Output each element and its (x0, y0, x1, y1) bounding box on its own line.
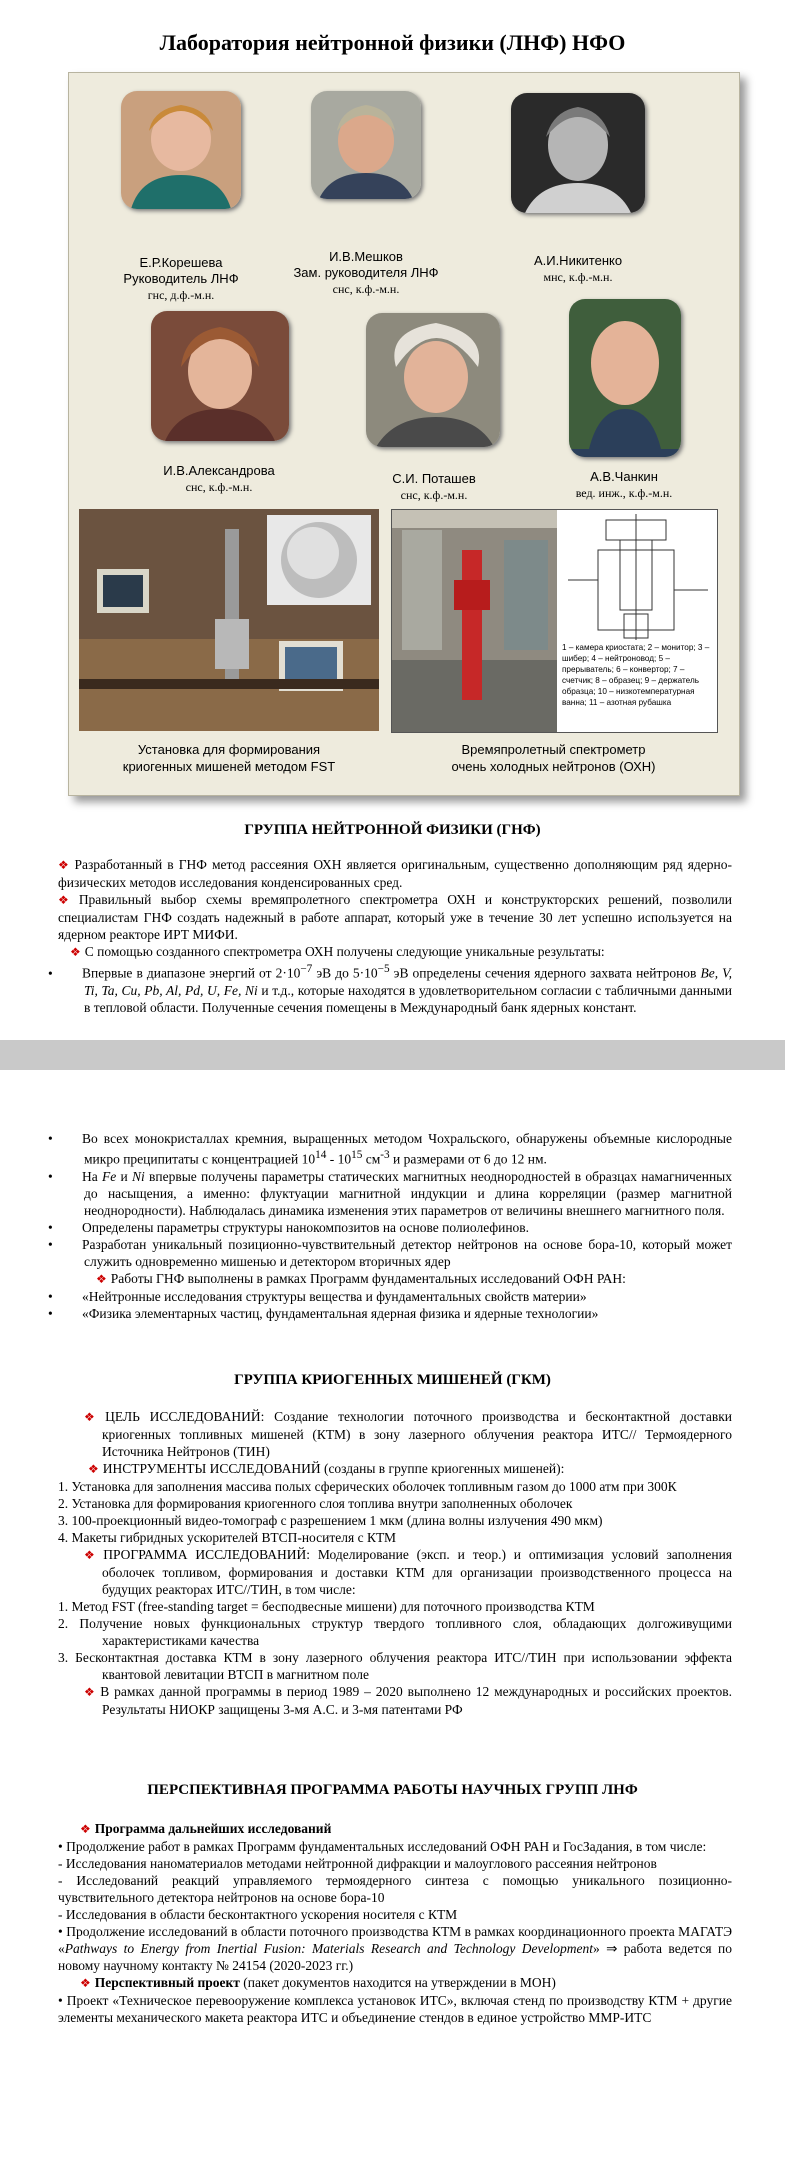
program-item: 2. Получение новых функциональных структур твердого топливного слоя, обладающих долгоживущими характеристиками качества (58, 1616, 732, 1648)
subheading: Перспективный проект (94, 1975, 240, 1990)
lab-equipment-icon (79, 509, 379, 731)
section-perspective-body (58, 1820, 732, 2026)
person-role: Зам. руководителя ЛНФ (293, 265, 439, 280)
photo-fst-setup (79, 509, 379, 731)
section-gnf-continued (48, 1130, 732, 1322)
text-span: эВ определены сечения ядерного захвата нейтронов (389, 965, 697, 981)
portrait-icon (366, 313, 500, 447)
spectrometer-diagram (558, 510, 717, 732)
text-span: «Нейтронные исследования структуры вещества и фундаментальных свойств материи» (82, 1288, 587, 1304)
text-span: ПРОГРАММА ИССЛЕДОВАНИЙ: Моделирование (эксп. и теор.) и оптимизация условий заполнения оболочек топливом, формирования и доставки КТМ для организации производственного процесса на будущих реакторах ИТС//ТИН, в том числе: (102, 1547, 732, 1597)
bullet-icon: • (58, 1839, 67, 1854)
photo-chankin (569, 299, 681, 457)
text-span: Определены параметры структуры нанокомпозитов на основе полиолефинов. (82, 1219, 530, 1235)
text-span: см (362, 1151, 381, 1167)
text-span: Проект «Техническое перевооружение комплекса установок ИТС», включая стенд по производству КТМ + другие элементы механического макета реактора ИТС и объединение стендов в единое устройство ММР-ИТС (58, 1993, 732, 2025)
text-span: Продолжение работ в рамках Программ фундаментальных исследований ОФН РАН и ГосЗадания, в том числе: (66, 1839, 707, 1854)
diamond-bullet-icon: ❖ (88, 1462, 99, 1476)
superscript: 14 (315, 1149, 327, 1161)
bullet-icon: • (58, 1924, 67, 1939)
diamond-bullet-icon: ❖ (84, 1548, 100, 1562)
photo-nikitenko (511, 93, 645, 213)
caption-aleksandrova (134, 463, 304, 495)
bullet-icon: • (58, 1993, 67, 2008)
text-span: и (116, 1168, 132, 1184)
subheading: Программа дальнейших исследований (94, 1821, 332, 1836)
portrait-icon (151, 311, 289, 441)
diagram-legend: 1 – камера криостата; 2 – монитор; 3 – шибер; 4 – нейтроновод; 5 – прерыватель; 6 – конвертор; 7 – счетчик; 8 – образец; 9 – держатель образца; 10 – низкотемпературная ванна; 11 – азотная рубашка (562, 643, 710, 707)
person-role: Руководитель ЛНФ (123, 271, 239, 286)
diamond-bullet-icon: ❖ (70, 945, 81, 959)
diamond-bullet-icon: ❖ (58, 893, 75, 907)
page-title: Лаборатория нейтронной физики (ЛНФ) НФО (159, 30, 626, 55)
text-span: Впервые в диапазоне энергий от 2·10 (82, 965, 301, 981)
bullet-icon: • (48, 1131, 53, 1146)
element-list: Be, V, Ti, Ta, Cu, Pb, Al, Pd, U, Fe, Ni (84, 965, 733, 998)
section-title-gkm: ГРУППА КРИОГЕННЫХ МИШЕНЕЙ (ГКМ) (234, 1372, 551, 1388)
section-title-gnf: ГРУППА НЕЙТРОННОЙ ФИЗИКИ (ГНФ) (244, 822, 541, 838)
photo-koresheva (121, 91, 241, 209)
text-span: впервые получены параметры статических магнитных неоднородностей в образцах намагниченных до насыщения, а именно: флуктуации магнитной индукции и длина корреляции (размер магнитной неоднородности). Наблюдалась динамика изменения этих параметров от величины внешнего магнитного поля. (84, 1168, 732, 1218)
section-gkm-body (58, 1408, 732, 1718)
person-degree: снс, к.ф.-м.н. (400, 488, 468, 502)
program-item: 1. Метод FST (free-standing target = бесподвесные мишени) для поточного производства КТМ (58, 1599, 595, 1614)
text-span: Разработан уникальный позиционно-чувствительный детектор нейтронов на основе бора-10, который может служить одновременно мишенью и детектором вторичных ядер (82, 1236, 732, 1269)
person-degree: вед. инж., к.ф.-м.н. (575, 486, 673, 500)
person-degree: мнс, к.ф.-м.н. (543, 270, 613, 284)
photo-potashev (366, 313, 500, 447)
portrait-icon (569, 299, 681, 457)
caption-line-2: криогенных мишеней методом FST (122, 759, 336, 774)
caption-line-1: Времяпролетный спектрометр (461, 742, 646, 757)
photo-meshkov (311, 91, 421, 199)
list-item: - Исследований реакций управляемого термоядерного синтеза с помощью уникального позиционно-чувствительного детектора нейтронов на основе бора-10 (58, 1873, 732, 1905)
person-name: И.В.Мешков (329, 249, 403, 264)
diamond-bullet-icon: ❖ (84, 1685, 97, 1699)
person-name: А.В.Чанкин (590, 469, 658, 484)
section-title-perspective: ПЕРСПЕКТИВНАЯ ПРОГРАММА РАБОТЫ НАУЧНЫХ ГРУПП ЛНФ (147, 1782, 638, 1798)
caption-chankin (539, 469, 709, 501)
superscript: -3 (380, 1149, 390, 1161)
text-span: ЦЕЛЬ ИССЛЕДОВАНИЙ: Создание технологии поточного производства и бесконтактной доставки криогенных топливных мишеней (КТМ) в зону лазерного облучения реактора ИТС// Термоядерного Источника Нейтронов (ТИН) (102, 1409, 732, 1459)
text-span: «Физика элементарных частиц, фундаментальная ядерная физика и ядерные технологии» (82, 1305, 599, 1321)
superscript: −5 (377, 963, 390, 975)
list-item: - Исследования в области бесконтактного ускорения носителя с КТМ (58, 1907, 458, 1922)
bullet-icon: • (48, 1219, 53, 1235)
text-span: Во всех монокристаллах кремния, выращенных методом Чохральского, обнаружены объемные кислородные микро преципитаты с концентрацией 10 (82, 1131, 732, 1167)
bullet-icon: • (48, 1305, 53, 1321)
superscript: −7 (300, 963, 313, 975)
photo-aleksandrova (151, 311, 289, 441)
text-span: Продолжение исследований в области поточного производства КТМ в рамках координационного проекта МАГАТЭ « (58, 1924, 732, 1956)
caption-nikitenko (493, 253, 663, 285)
staff-panel (68, 72, 740, 796)
page-2 (0, 1070, 785, 2178)
caption-meshkov (281, 249, 451, 297)
bullet-icon: • (48, 1288, 53, 1304)
page-1 (0, 0, 785, 1040)
tool-item: 2. Установка для формирования криогенного слоя топлива внутри заполненных оболочек (58, 1496, 573, 1511)
caption-fst-setup (79, 741, 379, 775)
text-span: (пакет документов находится на утверждении в МОН) (239, 1975, 556, 1990)
diamond-bullet-icon: ❖ (84, 1410, 102, 1424)
section-gnf-body (48, 856, 733, 1016)
bullet-icon: • (48, 965, 53, 981)
photo-spectrometer (391, 509, 718, 733)
portrait-icon (121, 91, 241, 209)
portrait-icon (511, 93, 645, 213)
bullet-icon: • (48, 1168, 53, 1184)
caption-line-2: очень холодных нейтронов (ОХН) (451, 759, 656, 774)
element-fe: Fe (102, 1168, 117, 1184)
paragraph: Правильный выбор схемы времяпролетного спектрометра ОХН и конструкторских решений, позволили специалистам ГНФ создать надежный в работе аппарат, который уже в течение 30 лет успешно используется на ядерном реакторе ИРТ МИФИ. (58, 892, 732, 942)
person-name: А.И.Никитенко (533, 253, 623, 268)
diamond-bullet-icon: ❖ (58, 858, 71, 872)
spectrometer-photo-icon (392, 510, 557, 732)
text-span: Работы ГНФ выполнены в рамках Программ фундаментальных исследований ОФН РАН: (110, 1270, 626, 1286)
paragraph: С помощью созданного спектрометра ОХН получены следующие уникальные результаты: (84, 944, 605, 959)
person-degree: снс, к.ф.-м.н. (332, 282, 400, 296)
person-degree: снс, к.ф.-м.н. (185, 480, 253, 494)
person-name: С.И. Поташев (392, 471, 476, 486)
list-item: - Исследования наноматериалов методами нейтронной дифракции и малоуглового рассеяния нейтронов (58, 1856, 657, 1871)
superscript: 15 (351, 1149, 363, 1161)
text-span: и т.д., которые находятся в удовлетворительном согласии с табличными данными в тепловой области. Полученные сечения помещены в Международный банк ядерных констант. (84, 982, 732, 1015)
diamond-bullet-icon: ❖ (80, 1822, 91, 1836)
text-span: » ⇒ работа ведется по новому научному контакту № 24154 (2020-2023 гг.) (58, 1941, 732, 1973)
caption-potashev (349, 471, 519, 503)
text-span: На (82, 1168, 102, 1184)
person-degree: гнс, д.ф.-м.н. (147, 288, 215, 302)
text-span: - 10 (326, 1151, 352, 1167)
caption-line-1: Установка для формирования (137, 742, 321, 757)
text-span: В рамках данной программы в период 1989 – 2020 выполнено 12 международных и российских проектов. Результаты НИОКР защищены 3-мя А.С. и 3-мя патентами РФ (100, 1684, 732, 1717)
project-title: Pathways to Energy from Inertial Fusion: Materials Research and Technology Development (64, 1941, 593, 1956)
portrait-icon (311, 91, 421, 199)
person-name: Е.Р.Корешева (139, 255, 223, 270)
paragraph: Разработанный в ГНФ метод рассеяния ОХН является оригинальным, существенно дополняющим ряд ядерно-физических методов исследования конденсированных сред. (58, 857, 732, 890)
page-separator (0, 1040, 785, 1070)
text-span: и размерами от 6 до 12 нм. (389, 1151, 547, 1167)
text-span: ИНСТРУМЕНТЫ ИССЛЕДОВАНИЙ (созданы в группе криогенных мишеней): (102, 1461, 565, 1476)
person-name: И.В.Александрова (163, 463, 275, 478)
diamond-bullet-icon: ❖ (80, 1976, 91, 1990)
caption-koresheva (96, 255, 266, 303)
tool-item: 4. Макеты гибридных ускорителей ВТСП-носителя с КТМ (58, 1530, 397, 1545)
tool-item: 1. Установка для заполнения массива полых сферических оболочек топливным газом до 1000 атм при 300К (58, 1479, 677, 1494)
tool-item: 3. 100-проекционный видео-томограф с разрешением 1 мкм (длина волны излучения 490 мкм) (58, 1513, 603, 1528)
diamond-bullet-icon: ❖ (96, 1271, 107, 1286)
schematic-icon (558, 510, 717, 650)
bullet-icon: • (48, 1236, 53, 1252)
program-item: 3. Бесконтактная доставка КТМ в зону лазерного облучения реактора ИТС//ТИН при использовании эффекта квантовой левитации ВТСП в магнитном поле (58, 1650, 732, 1682)
element-ni: Ni (132, 1168, 145, 1184)
text-span: эВ до 5·10 (312, 965, 378, 981)
caption-spectrometer (391, 741, 716, 775)
